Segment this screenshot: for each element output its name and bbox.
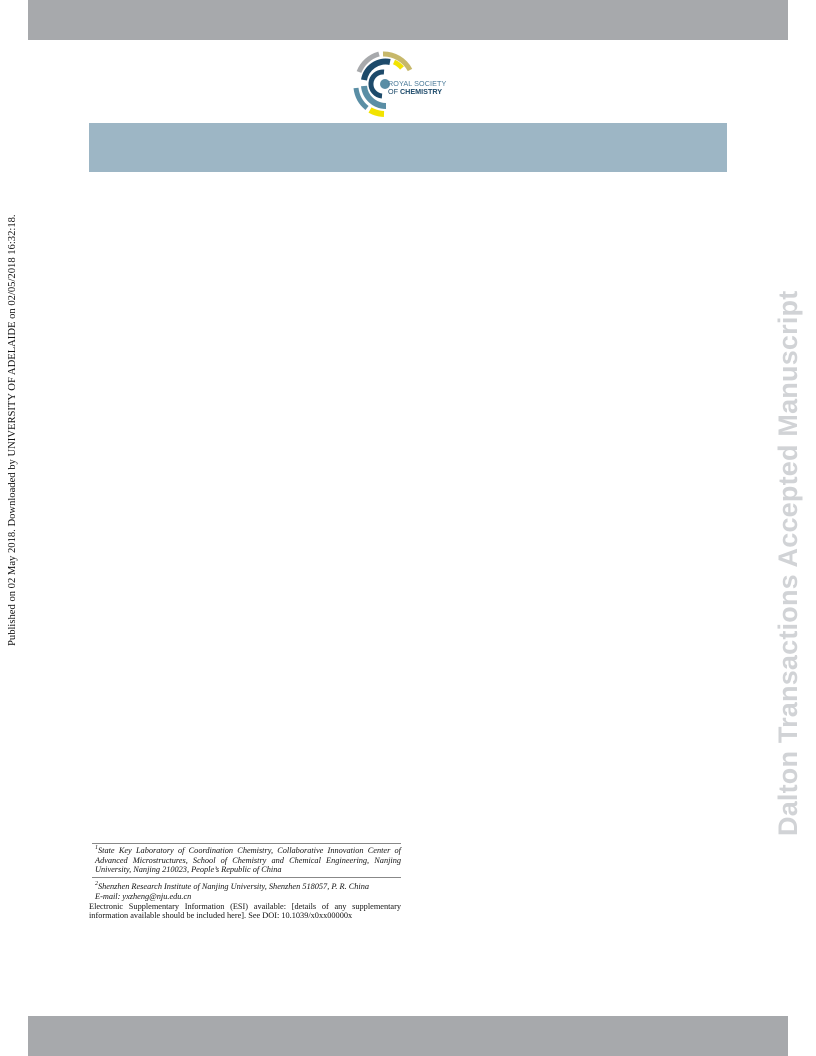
logo-text-line1: ROYAL SOCIETY — [388, 79, 447, 88]
affiliation-1 — [89, 844, 401, 875]
footnote-separator — [92, 877, 401, 878]
logo-text-bold: CHEMISTRY — [399, 87, 443, 96]
corresponding-email[interactable]: E-mail: yxzheng@nju.edu.cn — [95, 891, 192, 901]
title-band — [89, 123, 727, 172]
affiliation-2-marker: 2 — [95, 881, 98, 888]
affiliation-1-marker: 1 — [95, 845, 98, 851]
affiliation-1-text: State Key Laboratory of Coordination Chemistry, Collaborative Innovation Center of Advanced Microstructures, School of Chemistry and Chemical Engineering, Nanjing University, Nanjing 210023, People’s Republic of China — [95, 845, 401, 875]
logo-text-line2 — [388, 87, 442, 96]
footnotes — [89, 844, 401, 921]
rsc-logo — [352, 50, 462, 118]
publication-side-note: Published on 02 May 2018. Downloaded by UNIVERSITY OF ADELAIDE on 02/05/2018 16:32:18. — [7, 214, 18, 646]
affiliation-2-text: Shenzhen Research Institute of Nanjing University, Shenzhen 518057, P. R. China — [98, 881, 370, 891]
esi-note: Electronic Supplementary Information (ESI) available: [details of any supplementary information available should be included here]. See DOI: 10.1039/x0xx00000x — [89, 901, 401, 921]
header-bar — [28, 0, 788, 40]
accepted-manuscript-watermark: Dalton Transactions Accepted Manuscript — [773, 290, 803, 836]
affiliation-2 — [89, 880, 401, 892]
logo-text-prefix: OF — [388, 87, 400, 96]
footer-bar — [28, 1016, 788, 1056]
